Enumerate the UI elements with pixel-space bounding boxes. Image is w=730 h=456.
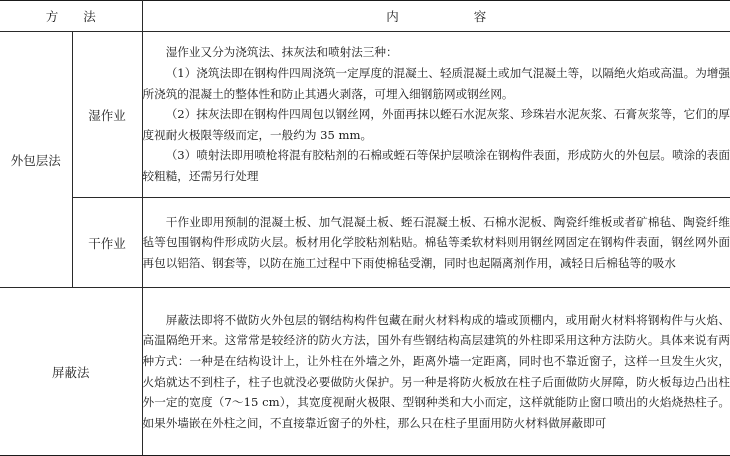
header-row [0,1,730,32]
content-header: 内 容 [142,1,730,32]
dry-method-content [142,198,730,288]
wet-method-content [142,32,730,198]
wet-paragraph: （3）喷射法即用喷枪将混有胶粘剂的石棉或蛭石等保护层喷涂在钢构件表面，形成防火的外包层。喷涂的表面较粗糙，还需另行处理 [142,148,730,183]
dry-method-row [0,198,730,288]
outer-layer-method-label: 外包层法 [0,32,72,288]
shield-method-row [0,288,730,456]
dry-paragraph: 干作业即用预制的混凝土板、加气混凝土板、蛭石混凝土板、石棉水泥板、陶瓷纤维板或者矿棉毡、陶瓷纤维毡等包围钢构件形成防火层。板材用化学胶粘剂粘贴。棉毡等柔软材料则用钢丝网固定在钢构件表面，钢丝网外面再包以铝箔、钢套等，以防在施工过程中下雨使棉毡受潮，同时也起隔离剂作用，减轻日后棉毡等的吸水 [142,214,730,270]
shield-paragraph: 屏蔽法即将不做防火外包层的钢结构构件包藏在耐火材料构成的墙或顶棚内，或用耐火材料将钢构件与火焰、高温隔绝开来。这常常是较经济的防火方法，国外有些钢结构高层建筑的外柱即采用这种方法防火。具体来说有两种方式：一种是在结构设计上，让外柱在外墙之外，距离外墙一定距离，同时也不靠近窗子，这样一旦发生火灾，火焰就达不到柱子，柱子也就没必要做防火保护。另一种是将防火板放在柱子后面做防火屏障，防火板每边凸出柱外一定的宽度（7～15 cm），其宽度视耐火极限、型钢种类和大小而定，这样就能防止窗口喷出的火焰烧热柱子。如果外墙嵌在外柱之间，不直接靠近窗子的外柱，那么只在柱子里面用防火材料做屏蔽即可 [142,312,730,430]
wet-paragraph: 湿作业又分为浇筑法、抹灰法和喷射法三种： [165,45,398,60]
shield-method-content [142,288,730,456]
shield-method-label: 屏蔽法 [0,288,142,456]
wet-paragraph: （2）抹灰法即在钢构件四周包以钢丝网，外面再抹以蛭石水泥灰浆、珍珠岩水泥灰浆、石膏灰浆等，它们的厚度视耐火极限等级而定，一般约为 35 mm。 [142,107,730,142]
wet-paragraph: （1）浇筑法即在钢构件四周浇筑一定厚度的混凝土、轻质混凝土或加气混凝土等，以隔绝火焰或高温。为增强所浇筑的混凝土的整体性和防止其遇火剥落，可埋入细钢筋网或钢丝网。 [142,66,730,101]
method-header: 方 法 [0,1,142,32]
wet-method-label: 湿作业 [72,32,142,198]
dry-method-label: 干作业 [72,198,142,288]
wet-method-row [0,32,730,198]
